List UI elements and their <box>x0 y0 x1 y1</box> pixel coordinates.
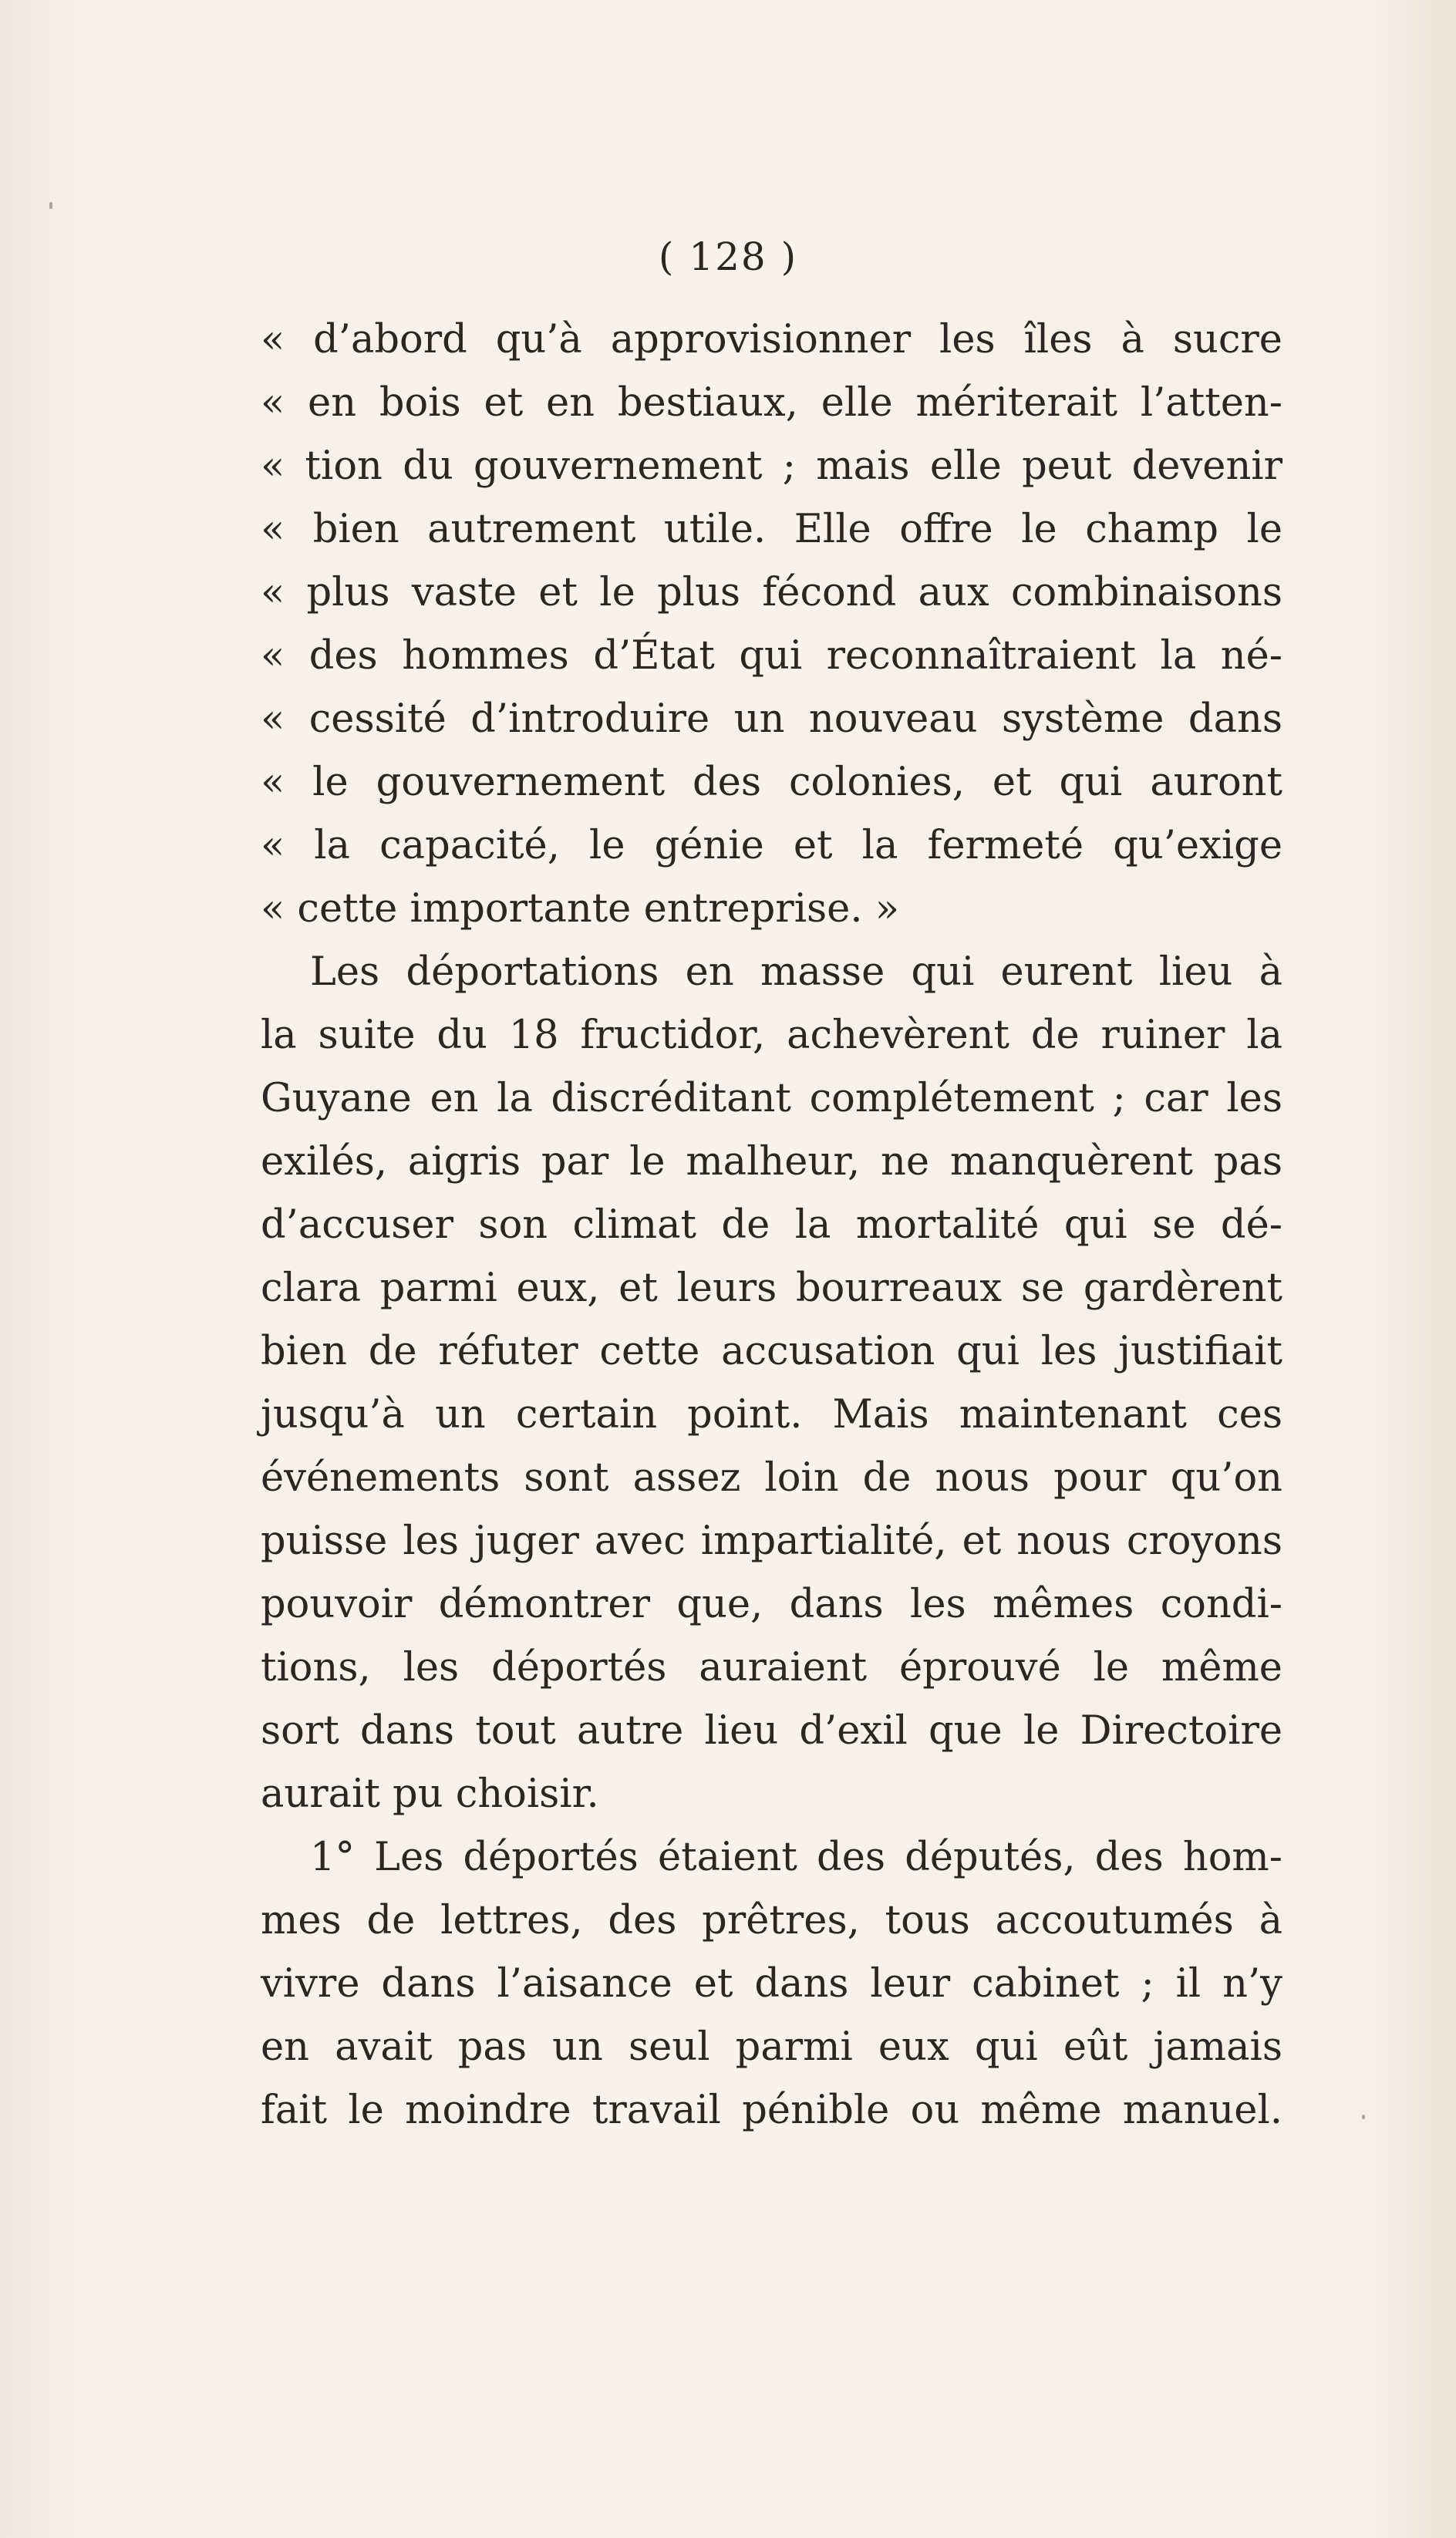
text-line: « le gouvernement des colonies, et qui auront <box>261 760 1282 805</box>
text-line: Guyane en la discréditant complétement ; car les <box>261 1076 1282 1121</box>
paper-speck <box>49 202 52 209</box>
text-line: « d’abord qu’à approvisionner les îles à sucre <box>261 317 1282 362</box>
text-line: « tion du gouvernement ; mais elle peut devenir <box>261 443 1282 489</box>
text-line: puisse les juger avec impartialité, et nous croyons <box>261 1518 1282 1564</box>
text-line: « la capacité, le génie et la fermeté qu’exige <box>261 823 1282 868</box>
text-line: tions, les déportés auraient éprouvé le même <box>261 1645 1282 1690</box>
text-line: sort dans tout autre lieu d’exil que le Directoire <box>261 1708 1282 1754</box>
body-text <box>261 308 1282 2142</box>
text-line: en avait pas un seul parmi eux qui eût jamais <box>261 2024 1282 2070</box>
page-number: ( 128 ) <box>658 234 798 279</box>
text-line: 1° Les déportés étaient des députés, des hom- <box>310 1835 1282 1880</box>
text-line: vivre dans l’aisance et dans leur cabinet ; il n’y <box>261 1961 1282 2007</box>
text-line: « en bois et en bestiaux, elle mériterait l’atten- <box>261 380 1282 426</box>
text-line: bien de réfuter cette accusation qui les justifiait <box>261 1329 1282 1374</box>
text-line: jusqu’à un certain point. Mais maintenant ces <box>261 1392 1282 1438</box>
text-line: mes de lettres, des prêtres, tous accoutumés à <box>261 1898 1282 1943</box>
paper-speck <box>1362 2115 1365 2119</box>
text-line: exilés, aigris par le malheur, ne manquèrent pas <box>261 1139 1282 1185</box>
text-line: pouvoir démontrer que, dans les mêmes condi- <box>261 1582 1282 1627</box>
text-line: clara parmi eux, et leurs bourreaux se gardèrent <box>261 1266 1282 1311</box>
text-line: « cessité d’introduire un nouveau système dans <box>261 696 1282 742</box>
text-line: événements sont assez loin de nous pour qu’on <box>261 1455 1282 1501</box>
text-line: « des hommes d’État qui reconnaîtraient la né- <box>261 633 1282 679</box>
text-line: d’accuser son climat de la mortalité qui se dé- <box>261 1202 1282 1248</box>
text-line: fait le moindre travail pénible ou même manuel. <box>261 2088 1282 2133</box>
text-line: aurait pu choisir. <box>261 1771 599 1817</box>
text-line: « bien autrement utile. Elle offre le champ le <box>261 507 1282 552</box>
text-line: « plus vaste et le plus fécond aux combinaisons <box>261 570 1282 615</box>
text-line: la suite du 18 fructidor, achevèrent de ruiner la <box>261 1013 1282 1058</box>
text-line: Les déportations en masse qui eurent lieu à <box>310 949 1282 995</box>
text-line: « cette importante entreprise. » <box>261 886 899 932</box>
